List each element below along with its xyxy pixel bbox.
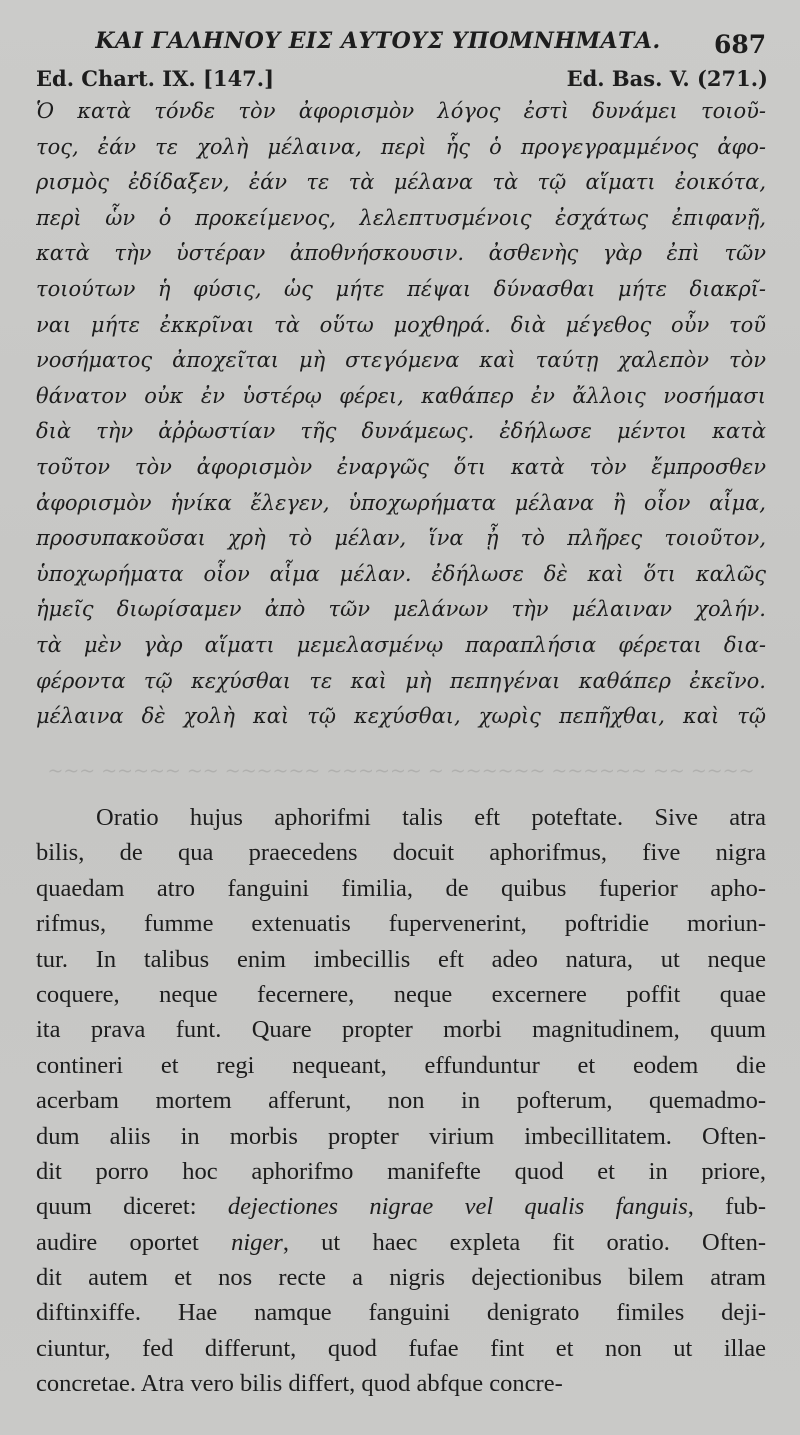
latin-text-segment: , ut haec expleta fit oratio. Often- <box>282 1228 766 1256</box>
latin-italic-quotation: dejectiones nigrae vel qualis fanguis <box>227 1193 688 1221</box>
latin-text-line: Oratio hujus aphorifmi talis eft poteftate. Sive atra <box>96 804 766 831</box>
greek-text-line: ἀφορισμὸν ἡνίκα ἔλεγεν, ὑποχωρήματα μέλανα ἢ οἷον αἷμα, <box>36 490 766 515</box>
edition-reference-chartier: Ed. Chart. IX. [147.] <box>36 66 275 91</box>
latin-text-line: dum aliis in morbis propter virium imbecillitatem. Often- <box>36 1122 766 1150</box>
latin-text-line: concretae. Atra vero bilis differt, quod abfque concre- <box>36 1370 563 1398</box>
bleed-through-decoration: ~~~ ~~~~~ ~~ ~~~~~~ ~~~~~~ ~ ~~~~~~ ~~~~~~ ~~ ~~~~ <box>47 760 755 782</box>
latin-text-line: dit porro hoc aphorifmo manifefte quod et in priore, <box>36 1157 766 1185</box>
latin-text-line: ita prava funt. Quare propter morbi magnitudinem, quum <box>36 1016 766 1044</box>
latin-text-segment: audire oportet <box>36 1228 232 1256</box>
greek-text-line: τὰ μὲν γὰρ αἵματι μεμελασμένῳ παραπλήσια φέρεται δια- <box>36 632 766 657</box>
greek-text-line: τοῦτον τὸν ἀφορισμὸν ἐναργῶς ὅτι κατὰ τὸν ἔμπροσθεν <box>36 454 766 479</box>
greek-text-line: περὶ ὧν ὁ προκείμενος, λελεπτυσμένοις ἐσχάτως ἐπιφανῇ, <box>36 205 766 230</box>
latin-text-line: acerbam mortem afferunt, non in pofterum, quemadmo- <box>36 1087 766 1115</box>
latin-italic-quotation: niger <box>231 1228 283 1256</box>
latin-text-line: ciuntur, fed differunt, quod fufae fint et non ut illae <box>36 1334 766 1362</box>
latin-translation-text <box>36 800 766 1402</box>
greek-text-line: μέλαινα δὲ χολὴ καὶ τῷ κεχύσθαι, χωρὶς πεπῆχθαι, καὶ τῷ <box>36 704 766 729</box>
greek-text-line: προσυπακοῦσαι χρὴ τὸ μέλαν, ἵνα ᾖ τὸ πλῆρες τοιοῦτον, <box>36 526 766 551</box>
greek-text-line: ἡμεῖς διωρίσαμεν ἀπὸ τῶν μελάνων τὴν μέλαιναν χολήν. <box>36 597 766 622</box>
latin-text-line: dit autem et nos recte a nigris dejectionibus bilem atram <box>36 1264 766 1292</box>
latin-text-line: bilis, de qua praecedens docuit aphorifmus, five nigra <box>36 839 766 867</box>
greek-text-line: τοιούτων ἡ φύσις, ὡς μήτε πέψαι δύνασθαι μήτε διακρῖ- <box>36 276 766 301</box>
latin-text-line: quaedam atro fanguini fimilia, de quibus fuperior apho- <box>36 874 766 902</box>
latin-text-line: coquere, neque fecernere, neque excernere poffit quae <box>36 980 766 1008</box>
greek-text-line: ναι μήτε ἐκκρῖναι τὰ οὕτω μοχθηρά. διὰ μέγεθος οὖν τοῦ <box>36 312 766 337</box>
latin-text-line: contineri et regi nequeant, effunduntur et eodem die <box>36 1051 766 1079</box>
greek-text-line: ρισμὸς ἐδίδαξεν, ἐάν τε τὰ μέλανα τὰ τῷ αἵματι ἐοικότα, <box>36 170 766 195</box>
greek-text-line: θάνατον οὐκ ἐν ὑστέρῳ φέρει, καθάπερ ἐν ἄλλοις νοσήμασι <box>36 383 766 408</box>
greek-commentary-text <box>36 94 766 735</box>
latin-text-line <box>36 1225 766 1260</box>
greek-text-line: φέροντα τῷ κεχύσθαι τε καὶ μὴ πεπηγέναι καθάπερ ἐκεῖνο. <box>36 668 766 693</box>
greek-text-line: ὑποχωρήματα οἷον αἷμα μέλαν. ἐδήλωσε δὲ καὶ ὅτι καλῶς <box>36 561 766 586</box>
greek-text-line: Ὁ κατὰ τόνδε τὸν ἀφορισμὸν λόγος ἐστὶ δυνάμει τοιοῦ- <box>36 99 766 123</box>
page-number: 687 <box>714 30 767 59</box>
edition-reference-basel: Ed. Bas. V. (271.) <box>566 66 768 91</box>
greek-text-line: κατὰ τὴν ὑστέραν ἀποθνήσκουσιν. ἀσθενὴς γὰρ ἐπὶ τῶν <box>36 241 766 266</box>
latin-text-segment: , fub- <box>687 1193 766 1221</box>
greek-text-line: τος, ἐάν τε χολὴ μέλαινα, περὶ ἧς ὁ προγεγραμμένος ἀφο- <box>36 134 766 159</box>
latin-text-line <box>36 1189 766 1224</box>
latin-text-line: diftinxiffe. Hae namque fanguini denigrato fimiles deji- <box>36 1299 766 1327</box>
running-title: ΚΑΙ ΓΑΛΗΝΟΥ ΕΙΣ ΑΥΤΟΥΣ ΥΠΟΜΝΗΜΑΤΑ. <box>95 28 661 54</box>
latin-text-segment: quum diceret: <box>36 1193 228 1221</box>
latin-text-line: tur. In talibus enim imbecillis eft adeo natura, ut neque <box>36 945 766 973</box>
greek-text-line: νοσήματος ἀποχεῖται μὴ στεγόμενα καὶ ταύτῃ χαλεπὸν τὸν <box>36 348 766 373</box>
latin-text-line: rifmus, fumme extenuatis fupervenerint, poftridie moriun- <box>36 910 766 938</box>
greek-text-line: διὰ τὴν ἀῤῥωστίαν τῆς δυνάμεως. ἐδήλωσε μέντοι κατὰ <box>36 419 766 444</box>
